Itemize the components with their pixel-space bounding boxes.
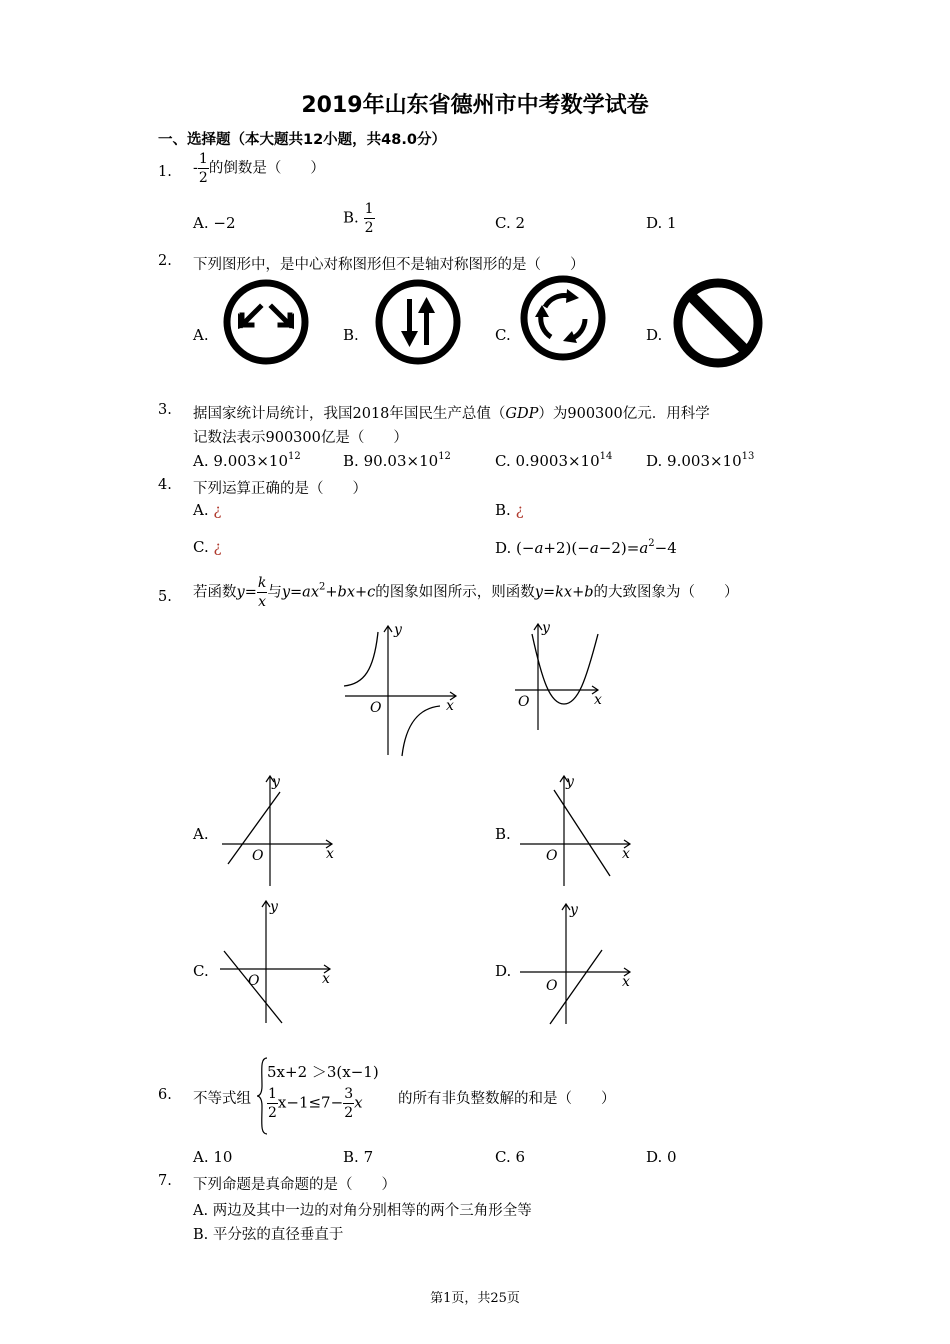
q2-option-b-sign-icon[interactable] [372, 277, 464, 367]
q5-option-b-label[interactable]: B. [495, 825, 511, 843]
q5-d-x-label: x [622, 974, 630, 990]
q2-option-c-sign-icon[interactable] [517, 273, 609, 363]
q5-option-c-label[interactable]: C. [193, 962, 209, 980]
q6-f2-den: 2 [344, 1105, 354, 1121]
q6-f1-den: 2 [268, 1105, 277, 1121]
q1-option-b[interactable] [343, 202, 375, 235]
q6-option-a-label: A. [193, 1148, 209, 1166]
q3-line1 [193, 402, 710, 423]
q7-option-a[interactable]: A. 两边及其中一边的对角分别相等的两个三角形全等 [193, 1203, 532, 1219]
q6-row2 [267, 1087, 363, 1120]
q6-option-d-value: 0 [667, 1148, 677, 1166]
page-title: 2019年山东省德州市中考数学试卷 [301, 93, 649, 118]
q6-option-d-label: D. [646, 1148, 663, 1166]
q5-stem [193, 576, 739, 609]
q5-k: k [257, 575, 267, 591]
q5-t4: 的大致图象为（ ） [593, 584, 739, 601]
q5-option-d-label[interactable]: D. [495, 962, 512, 980]
q5-g1-x-label: x [446, 698, 454, 714]
q2-option-d-no-entry-icon[interactable] [670, 276, 766, 370]
q5-g2-y-label: y [542, 620, 550, 636]
q4-option-c-label: C. [193, 538, 209, 556]
q1-option-a-label: A. [193, 214, 209, 232]
q7-number: 7. [158, 1173, 172, 1189]
q1-option-b-den: 2 [364, 220, 374, 236]
q6-option-b-value: 7 [363, 1148, 374, 1166]
q5-option-d-graph[interactable] [518, 900, 643, 1030]
q1-text: 的倒数是（ ） [208, 160, 325, 177]
q3-option-d-base: 9.003×10 [667, 452, 742, 470]
q5-number: 5. [158, 589, 172, 605]
q5-a-origin: O [252, 848, 264, 864]
section-header: 一、选择题（本大题共12小题，共48.0分） [158, 132, 446, 148]
q1-frac-num: 1 [198, 151, 208, 167]
q6-f2-num: 3 [344, 1086, 354, 1102]
q6-option-c-label: C. [495, 1148, 511, 1166]
q6-option-d[interactable] [646, 1148, 677, 1166]
q1-option-a-value: −2 [213, 214, 236, 232]
q3-option-d[interactable] [646, 451, 754, 470]
q2-option-d-label[interactable]: D. [646, 326, 663, 344]
q5-d-origin: O [546, 978, 558, 994]
q3-option-a-label: A. [193, 452, 209, 470]
q3-option-c[interactable] [495, 451, 612, 470]
q5-t1: 若函数 [193, 584, 237, 601]
q2-option-b-label[interactable]: B. [343, 326, 359, 344]
q5-d-y-label: y [570, 902, 578, 918]
q4-option-d[interactable] [495, 538, 677, 557]
q7-option-b[interactable]: B. 平分弦的直径垂直于 [193, 1227, 344, 1243]
q5-parabola-graph [512, 620, 612, 735]
q6-row1: 5x+2 ＞3(x−1) [267, 1063, 379, 1081]
q1-option-d[interactable] [646, 214, 677, 232]
q4-option-a-value: ¿ [213, 501, 222, 519]
q6-number: 6. [158, 1087, 172, 1103]
q5-option-a-label[interactable]: A. [193, 825, 209, 843]
q6-option-b[interactable] [343, 1148, 373, 1166]
q2-number: 2. [158, 253, 172, 269]
q5-expr3: y=kx+b [534, 584, 594, 601]
q5-c-y-label: y [270, 899, 278, 915]
q5-x: x [258, 594, 267, 610]
q5-option-a-graph[interactable] [220, 772, 345, 890]
q3-option-c-base: 0.9003×10 [515, 452, 600, 470]
q6-option-b-label: B. [343, 1148, 359, 1166]
q3-option-a-base: 9.003×10 [213, 452, 288, 470]
q1-fraction [198, 152, 209, 185]
q4-option-b-value: ¿ [515, 501, 524, 519]
q3-line2: 记数法表示900300亿是（ ） [193, 430, 408, 446]
q3-option-c-label: C. [495, 452, 511, 470]
q5-a-y-label: y [272, 774, 280, 790]
q1-frac-den: 2 [198, 170, 208, 186]
q4-option-c[interactable] [193, 538, 222, 556]
q6-f1-num: 1 [268, 1086, 277, 1102]
q1-option-c-value: 2 [515, 214, 526, 232]
q4-option-a-label: A. [193, 501, 209, 519]
q5-g2-x-label: x [594, 692, 602, 708]
q1-option-c-label: C. [495, 214, 511, 232]
q3-option-b-exp: 12 [438, 451, 451, 462]
q3-gdp: GDP [505, 406, 539, 422]
q5-expr: y=ax [281, 584, 320, 601]
q5-g1-origin: O [370, 700, 382, 716]
q6-t2: 的所有非负整数解的和是（ ） [398, 1091, 616, 1107]
page-footer: 第1页，共25页 [430, 1291, 520, 1306]
q1-option-b-num: 1 [364, 201, 374, 217]
q5-a-x-label: x [326, 846, 334, 862]
q2-option-c-label[interactable]: C. [495, 326, 511, 344]
q3-option-a-exp: 12 [288, 451, 301, 462]
q4-option-d-label: D. [495, 539, 512, 557]
q5-eq: = [244, 584, 257, 601]
q5-exp2: 2 [319, 581, 326, 593]
q6-t1: 不等式组 [193, 1091, 251, 1107]
q3-option-b-label: B. [343, 452, 359, 470]
q5-t3: 的图象如图所示，则函数 [375, 584, 535, 601]
q7-text: 下列命题是真命题的是（ ） [193, 1177, 396, 1193]
q6-option-c[interactable] [495, 1148, 525, 1166]
q5-g2-origin: O [518, 694, 530, 710]
q6-row2-a: x−1≤7− [277, 1093, 344, 1112]
q5-g1-y-label: y [394, 622, 402, 638]
q6-option-a-value: 10 [213, 1148, 233, 1166]
q1-stem [193, 152, 325, 185]
q1-number: 1. [158, 164, 172, 180]
q5-c-origin: O [248, 973, 260, 989]
q6-option-c-value: 6 [515, 1148, 526, 1166]
q2-option-a-sign-icon[interactable] [220, 277, 312, 367]
q5-option-b-graph[interactable] [518, 772, 643, 890]
q4-option-d-expr: $(-a+2)(-a-2)=a^2-4$ [516, 538, 677, 557]
q6-row2-b: x [354, 1093, 363, 1112]
q5-expr2: +bx+c [325, 584, 376, 601]
q4-number: 4. [158, 477, 172, 493]
q1-option-b-label: B. [343, 208, 359, 227]
q3-option-a[interactable] [193, 451, 301, 470]
q3-option-d-label: D. [646, 452, 663, 470]
q4-option-c-value: ¿ [213, 538, 222, 556]
q1-option-a[interactable] [193, 214, 236, 232]
q4-option-a[interactable] [193, 501, 221, 519]
q4-text: 下列运算正确的是（ ） [193, 481, 367, 497]
q3-line1-a: 据国家统计局统计，我国2018年国民生产总值（ [193, 406, 506, 422]
q4-option-b[interactable] [495, 501, 524, 519]
q5-t2: 与 [267, 584, 282, 601]
q1-option-c[interactable] [495, 214, 525, 232]
q5-b-y-label: y [566, 774, 574, 790]
q4-option-b-label: B. [495, 501, 511, 519]
q2-option-a-label[interactable]: A. [193, 326, 209, 344]
q5-c-x-label: x [322, 971, 330, 987]
q5-y1: y [236, 584, 245, 601]
q2-text: 下列图形中，是中心对称图形但不是轴对称图形的是（ ） [193, 257, 585, 273]
q5-b-origin: O [546, 848, 558, 864]
q3-option-b-base: 90.03×10 [363, 452, 439, 470]
q5-option-c-graph[interactable] [218, 895, 343, 1030]
q3-option-c-exp: 14 [599, 451, 613, 462]
q3-option-b[interactable] [343, 451, 451, 470]
q1-neg: - [193, 160, 198, 177]
q1-option-d-label: D. [646, 214, 663, 232]
q5-hyperbola-graph [340, 620, 465, 760]
q3-number: 3. [158, 402, 172, 418]
q1-option-d-value: 1 [667, 214, 677, 232]
q5-b-x-label: x [622, 846, 630, 862]
q3-option-d-exp: 13 [741, 451, 755, 462]
q3-line1-b: ）为900300亿元．用科学 [538, 406, 710, 422]
q6-option-a[interactable] [193, 1148, 232, 1166]
